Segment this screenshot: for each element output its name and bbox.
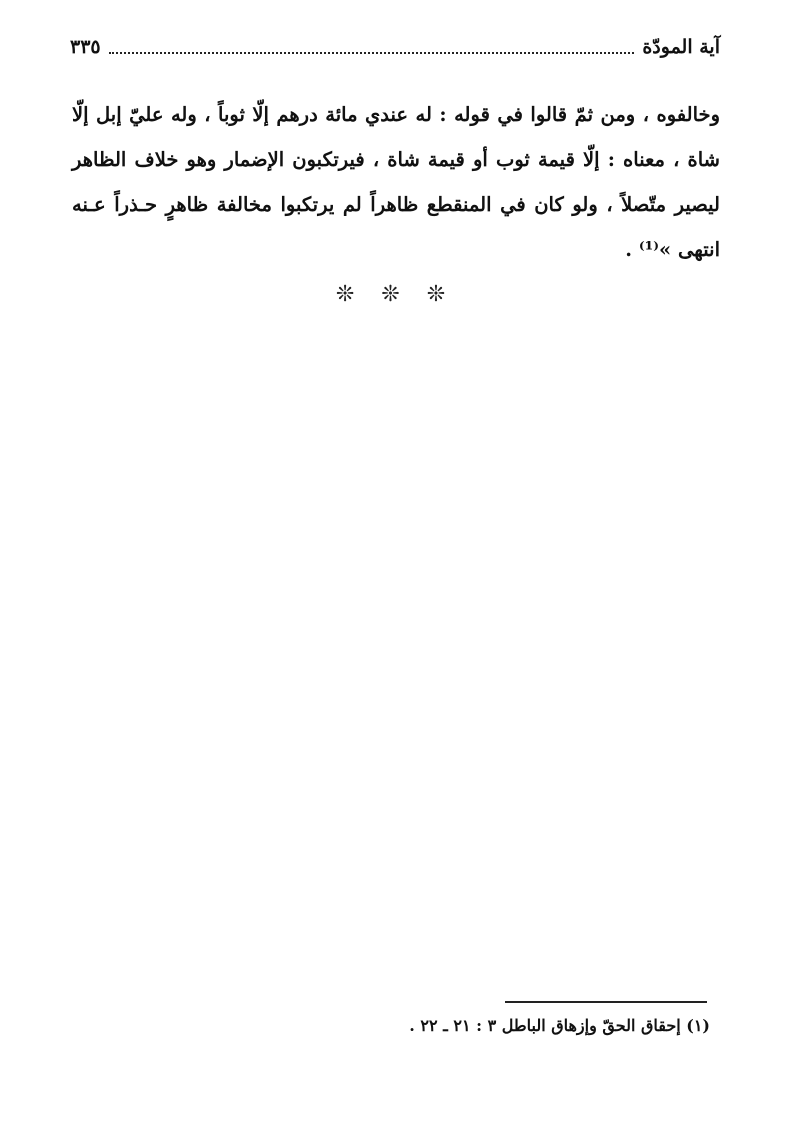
footnote-divider [505, 1001, 707, 1003]
header-title: آية المودّة [642, 36, 720, 58]
running-header [70, 30, 720, 64]
footnote: (١) إحقاق الحقّ وإزهاق الباطل ٣ : ٢١ ـ ٢٢ . [409, 1016, 710, 1035]
body-line-3: ليصير متّصلاً ، ولو كان في المنقطع ظاهراً لم يرتكبوا مخالفة ظاهرٍ حـذراً عـنه [72, 193, 720, 216]
body-line-2: شاة ، معناه : إلّا قيمة ثوب أو قيمة شاة ، فيرتكبون الإضمار وهو خلاف الظاهر [72, 148, 720, 171]
body-line-4: انتهى »⁽¹⁾ . [625, 238, 720, 261]
body-paragraph [72, 92, 720, 272]
section-separator-ornament: ❊ ❊ ❊ [335, 282, 456, 307]
body-line-1: وخالفوه ، ومن ثمّ قالوا في قوله : له عندي مائة درهم إلّا ثوباً ، وله عليّ إبل إلّا [72, 103, 720, 126]
page-number: ٣٣٥ [70, 36, 101, 58]
header-dot-leader [109, 52, 635, 54]
